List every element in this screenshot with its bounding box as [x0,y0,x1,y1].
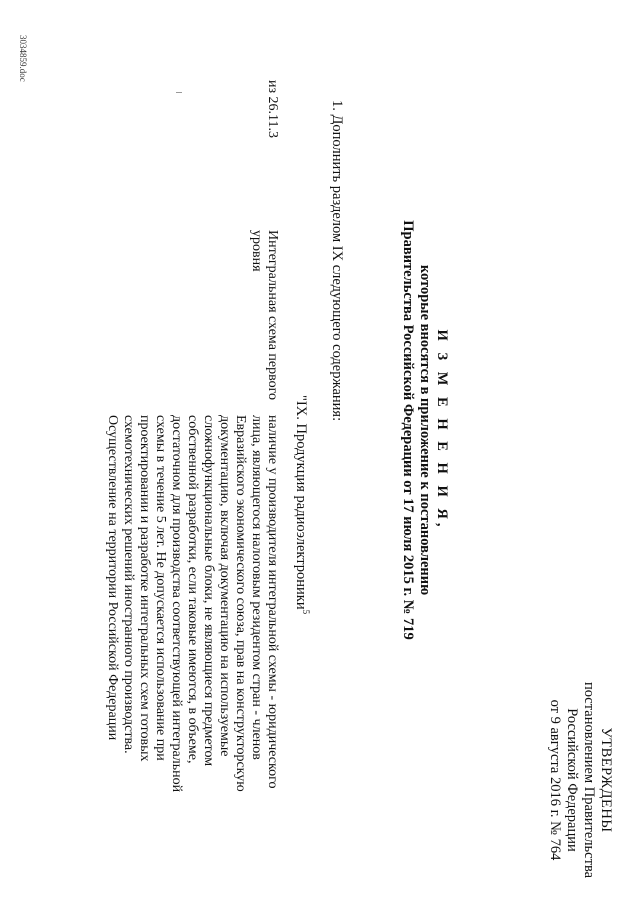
requirement-line: достаточном для производства соответствующей интегральной [169,415,184,793]
requirement-line: собственной разработки, если таковые имеются, в объеме, [185,415,200,764]
requirement-line: сложнофункциональные блоки, не являющиеся предметом [201,415,216,767]
requirement-line: документацию, включая документацию на используемые [217,415,232,757]
section-footnote: 5 [301,609,311,615]
section-title: "IX. Продукция радиоэлектроники [293,395,310,610]
point-1-text: 1. Дополнить разделом IX следующего содержания: [329,100,345,422]
section-heading [292,395,314,614]
okpd-code: из 26.11.3 [265,80,280,139]
approval-line: постановлением Правительства [581,681,597,879]
requirement-line: наличие у производителя интегральной схемы - юридического [265,415,280,789]
requirement-line: Осуществление на территории Российской Федерации [105,415,120,741]
requirement-line: Евразийского экономического союза, прав на конструкторскую [233,415,248,792]
requirement-line: схемы в течение 5 лет. Не допускается использование при [153,415,168,761]
title-main: И З М Е Н Е Н И Я, [434,329,450,531]
requirement-line: схемотехнических решений иностранного производства. [121,415,136,754]
requirement-line: проектировании и разработке интегральных схем готовых [137,415,152,762]
requirements-text [104,415,280,905]
document-id: 3034859.doc [18,35,28,82]
approval-line: Российской Федерации [564,708,580,852]
title-line: Правительства Российской Федерации от 17 июля 2015 г. № 719 [400,220,416,640]
margin-mark [176,92,182,93]
requirement-line: лица, являющегося налоговым резидентом стран - членов [249,415,264,760]
approval-stamp [546,665,614,895]
product-name [248,230,280,420]
approval-heading: УТВЕРЖДЕНЫ [598,727,614,833]
title-line: которые вносятся в приложение к постановлению [417,264,433,596]
document-title [399,120,450,740]
approval-line: от 9 августа 2016 г. № 764 [547,699,563,861]
product-line: Интегральная схема первого [265,230,280,401]
product-line: уровня [249,230,264,272]
